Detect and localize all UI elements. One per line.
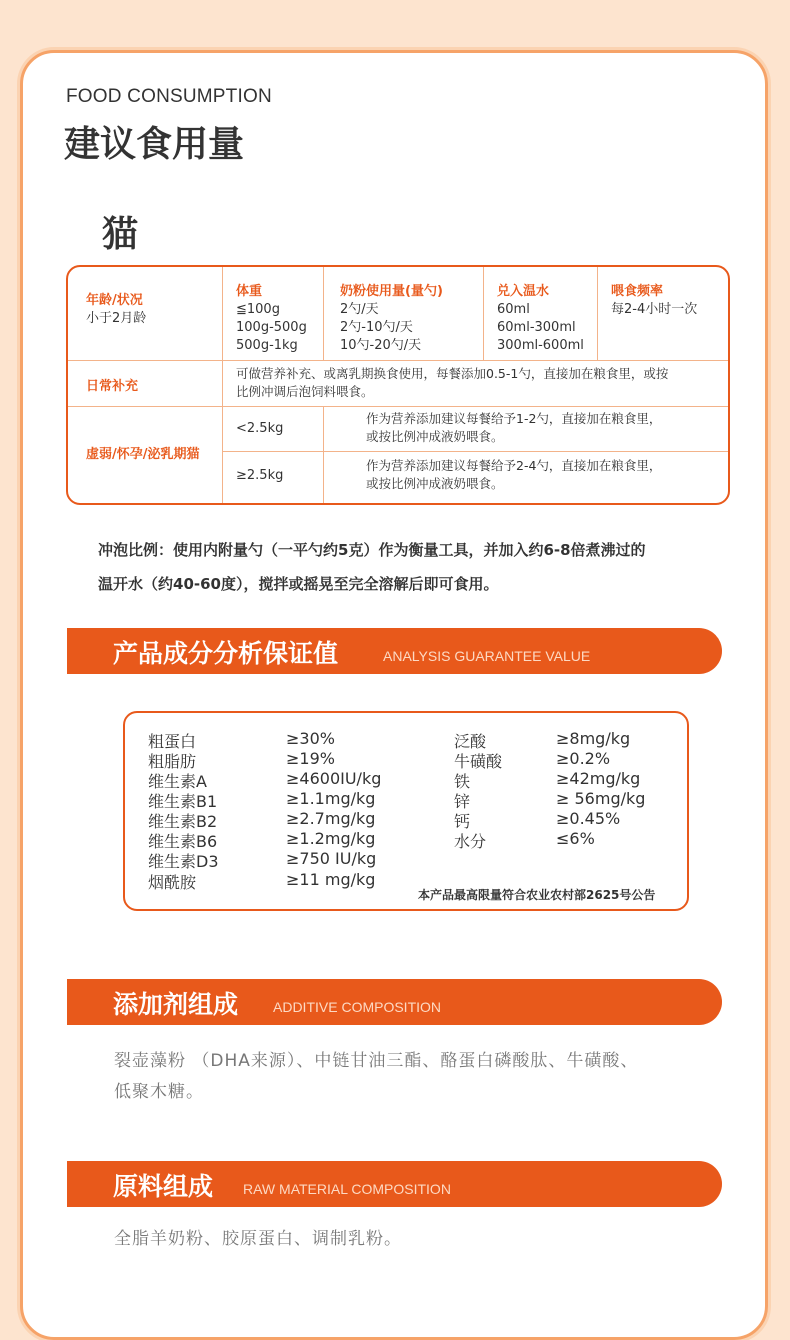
scoop-value: 2勺-10勺/天 — [340, 320, 413, 335]
weak-text — [366, 457, 661, 493]
age-column — [86, 292, 146, 328]
raw-material-text: 全脂羊奶粉、胶原蛋白、调制乳粉。 — [114, 1229, 402, 1249]
additive-banner — [67, 979, 722, 1025]
analysis-title: 产品成分分析保证值 — [113, 639, 339, 668]
water-value: 300ml-600ml — [497, 338, 584, 353]
analysis-value: ≥2.7mg/kg — [286, 809, 376, 828]
weak-weight: <2.5kg — [236, 421, 284, 436]
analysis-value: ≥11 mg/kg — [286, 870, 376, 889]
table-divider — [323, 267, 324, 360]
regulation-note: 本产品最高限量符合农业农村部2625号公告 — [418, 888, 656, 902]
scoop-value: 10勺-20勺/天 — [340, 338, 422, 353]
analysis-title-en: ANALYSIS GUARANTEE VALUE — [383, 648, 591, 664]
analysis-value: ≥0.2% — [556, 749, 611, 768]
weak-text — [366, 410, 661, 446]
daily-label: 日常补充 — [86, 379, 139, 394]
additive-line: 低聚木糖。 — [114, 1082, 204, 1102]
water-value: 60ml-300ml — [497, 320, 576, 335]
analysis-name: 水分 — [454, 832, 487, 851]
analysis-name: 粗脂肪 — [148, 752, 197, 771]
analysis-value: ≥42mg/kg — [556, 769, 641, 788]
water-column — [497, 283, 584, 355]
weight-value: ≦100g — [236, 302, 280, 317]
weight-value: 100g-500g — [236, 320, 307, 335]
raw-material-title-en: RAW MATERIAL COMPOSITION — [243, 1181, 451, 1197]
weak-text-line: 或按比例冲成液奶喂食。 — [366, 429, 504, 444]
analysis-value: ≥0.45% — [556, 809, 621, 828]
mixing-instructions — [98, 533, 708, 601]
table-divider — [222, 451, 728, 452]
analysis-name: 维生素D3 — [148, 852, 219, 871]
analysis-value: ≥ 56mg/kg — [556, 789, 646, 808]
scoop-column — [340, 283, 443, 355]
daily-text-line: 比例冲调后泡饲料喂食。 — [236, 384, 374, 399]
analysis-banner — [67, 628, 722, 674]
weight-header: 体重 — [236, 284, 263, 299]
feeding-table — [66, 265, 730, 505]
analysis-value: ≥30% — [286, 729, 335, 748]
weak-text-line: 作为营养添加建议每餐给予2-4勺，直接加在粮食里， — [366, 458, 662, 473]
section-eyebrow: FOOD CONSUMPTION — [66, 86, 272, 107]
analysis-name: 维生素B6 — [148, 832, 218, 851]
weight-column — [236, 283, 307, 355]
table-divider — [222, 406, 223, 505]
age-header: 年龄/状况 — [86, 293, 143, 308]
analysis-name: 牛磺酸 — [454, 752, 503, 771]
analysis-value: ≥1.1mg/kg — [286, 789, 376, 808]
table-divider — [597, 267, 598, 360]
daily-text — [236, 365, 726, 401]
analysis-value: ≥4600IU/kg — [286, 769, 382, 788]
weak-text-line: 或按比例冲成液奶喂食。 — [366, 476, 504, 491]
table-divider — [323, 406, 324, 505]
analysis-name: 钙 — [454, 812, 471, 831]
analysis-name: 维生素B1 — [148, 792, 218, 811]
analysis-name: 粗蛋白 — [148, 732, 197, 751]
additive-title-en: ADDITIVE COMPOSITION — [273, 999, 442, 1015]
additive-text — [114, 1046, 638, 1108]
analysis-value: ≥1.2mg/kg — [286, 829, 376, 848]
analysis-name: 铁 — [454, 772, 471, 791]
analysis-name: 维生素B2 — [148, 812, 218, 831]
mixing-line: 温开水（约40-60度），搅拌或摇晃至完全溶解后即可食用。 — [98, 575, 499, 593]
weak-label: 虚弱/怀孕/泌乳期猫 — [86, 447, 200, 462]
analysis-value: ≤6% — [556, 829, 595, 848]
additive-title: 添加剂组成 — [113, 990, 239, 1019]
analysis-value: ≥8mg/kg — [556, 729, 631, 748]
table-divider — [483, 267, 484, 360]
raw-material-banner — [67, 1161, 722, 1207]
analysis-value: ≥750 IU/kg — [286, 849, 377, 868]
frequency-column — [611, 283, 697, 319]
scoop-value: 2勺/天 — [340, 302, 379, 317]
mixing-line: 冲泡比例：使用内附量勺（一平勺约5克）作为衡量工具，并加入约6-8倍煮沸过的 — [98, 541, 646, 559]
pet-type-title: 猫 — [102, 214, 139, 255]
water-value: 60ml — [497, 302, 530, 317]
page-title: 建议食用量 — [64, 124, 245, 165]
frequency-header: 喂食频率 — [611, 284, 664, 299]
daily-text-line: 可做营养补充、或离乳期换食使用，每餐添加0.5-1勺，直接加在粮食里，或按 — [236, 366, 669, 381]
weight-value: 500g-1kg — [236, 338, 298, 353]
scoop-header: 奶粉使用量(量勺) — [340, 284, 443, 299]
table-divider — [222, 360, 223, 406]
analysis-name: 维生素A — [148, 772, 207, 791]
frequency-value: 每2-4小时一次 — [611, 302, 698, 317]
table-divider — [222, 267, 223, 360]
age-value: 小于2月龄 — [86, 311, 147, 326]
additive-line: 裂壶藻粉 （DHA来源）、中链甘油三酯、酪蛋白磷酸肽、牛磺酸、 — [114, 1051, 639, 1071]
water-header: 兑入温水 — [497, 284, 550, 299]
table-divider — [68, 406, 728, 407]
table-divider — [68, 360, 728, 361]
weak-text-line: 作为营养添加建议每餐给予1-2勺，直接加在粮食里， — [366, 411, 662, 426]
weak-weight: ≥2.5kg — [236, 468, 284, 483]
analysis-name: 烟酰胺 — [148, 873, 197, 892]
raw-material-title: 原料组成 — [113, 1172, 214, 1201]
analysis-name: 锌 — [454, 792, 471, 811]
analysis-name: 泛酸 — [454, 732, 487, 751]
analysis-value: ≥19% — [286, 749, 335, 768]
